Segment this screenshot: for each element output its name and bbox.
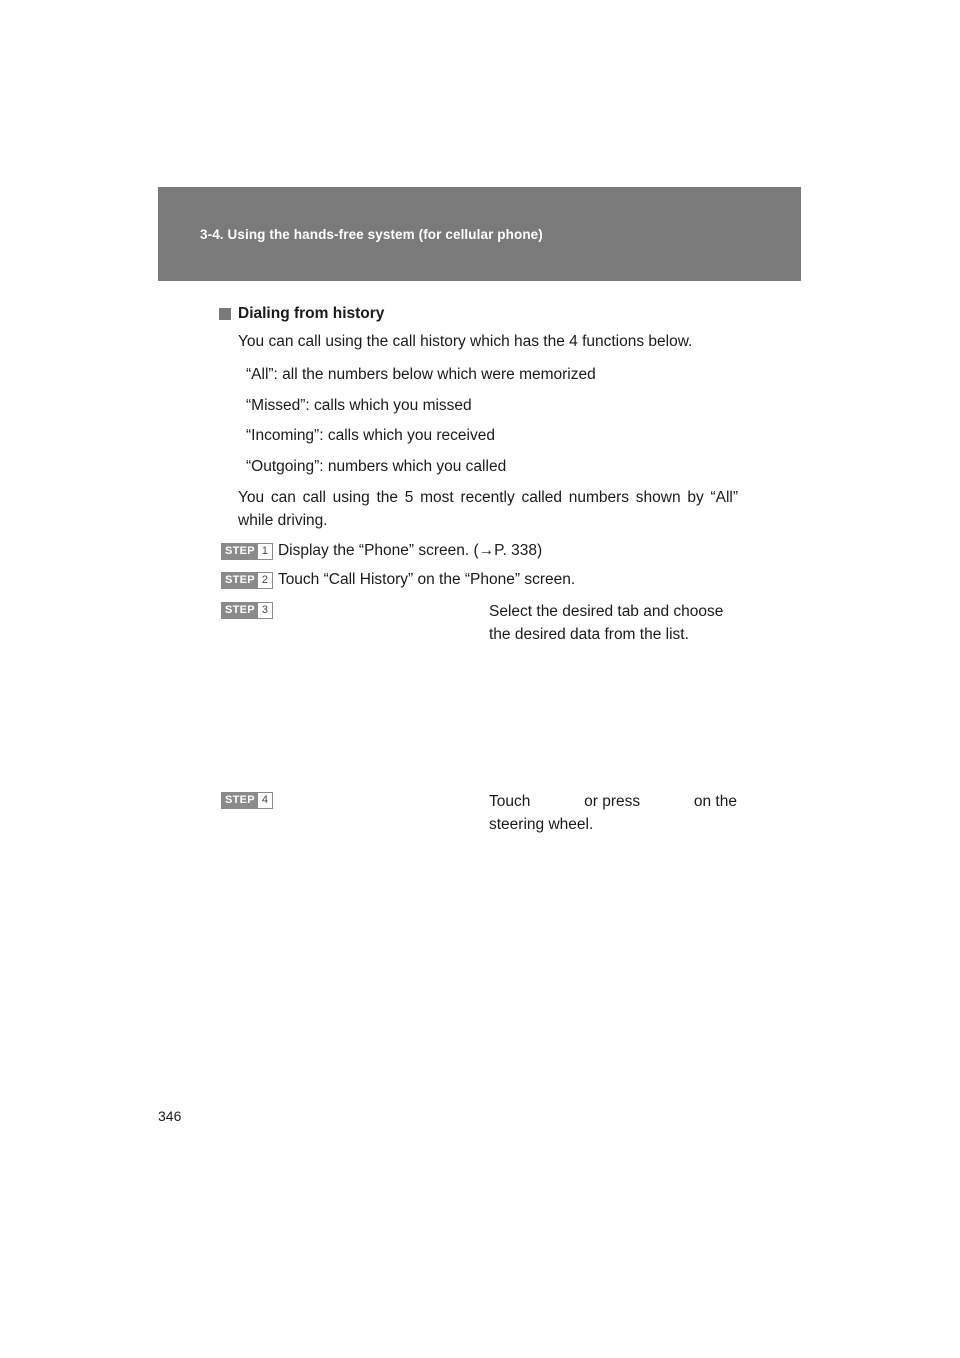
step-3-text: Select the desired tab and choose the desired data from the list. (489, 603, 724, 643)
step-4 (221, 792, 278, 809)
step-3 (221, 602, 278, 619)
function-incoming: “Incoming”: calls which you received (246, 427, 495, 444)
step-4-text (489, 790, 737, 836)
section-heading-text: Dialing from history (238, 305, 385, 322)
step-1-text: Display the “Phone” screen. (→P. 338) (277, 542, 543, 559)
step-2 (221, 571, 575, 589)
header-band (158, 187, 801, 281)
step-1 (221, 542, 542, 560)
step-4-part-press: or press (584, 793, 641, 810)
intro-text: You can call using the call history which has the 4 functions below. (238, 333, 693, 350)
driving-note: You can call using the 5 most recently called numbers shown by “All” while driving. (238, 489, 738, 529)
step-badge: STEP 2 (221, 572, 273, 589)
function-outgoing: “Outgoing”: numbers which you called (246, 458, 507, 475)
page-number: 346 (158, 1108, 182, 1124)
step-4-line2: steering wheel. (489, 816, 594, 833)
step-badge: STEP 3 (221, 602, 273, 619)
step-2-text: Touch “Call History” on the “Phone” screen. (277, 571, 576, 588)
function-all: “All”: all the numbers below which were memorized (246, 366, 596, 383)
step-badge: STEP 4 (221, 792, 273, 809)
step-4-part-touch: Touch (489, 793, 531, 810)
function-missed: “Missed”: calls which you missed (246, 397, 472, 414)
chapter-title: 3-4. Using the hands-free system (for cellular phone) (200, 227, 543, 242)
step-4-part-on: on the (693, 793, 737, 810)
step-badge: STEP 1 (221, 543, 273, 560)
section-heading (219, 305, 384, 323)
square-bullet-icon (219, 308, 231, 320)
